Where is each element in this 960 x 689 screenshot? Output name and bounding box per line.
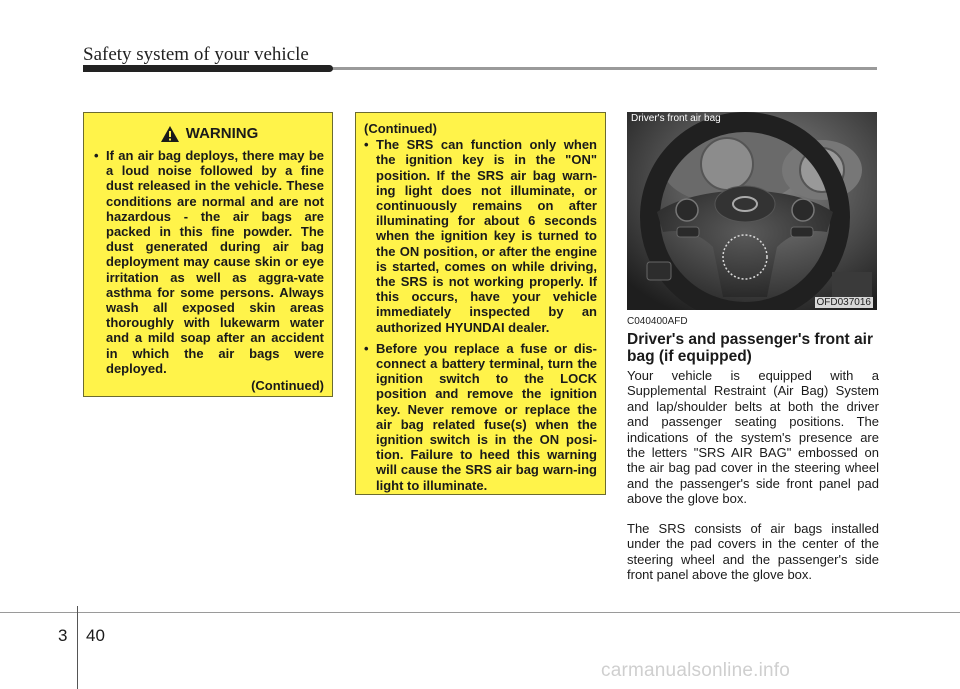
page-header-title: Safety system of your vehicle [83,44,309,65]
section-title: Driver's and passenger's front air bag (if equipped) [627,331,873,365]
footer-rule [0,612,960,613]
warning-item: • If an air bag deploys, there may be a loud noise followed by a fine dust released in the vehicle. These conditions are normal and are not hazardous - the air bags are packed in this fine powder. The dust generated during air bag deployment may cause skin or eye irritation as well as aggra-vate asthma for some persons. Always wash all exposed skin areas thoroughly with lukewarm water and a mild soap after an accident in which the air bags were deployed. [94,148,324,376]
steering-wheel-photo [627,112,877,310]
photo-label: Driver's front air bag [631,113,721,124]
steering-wheel-illustration [627,112,877,310]
continued-item: • Before you replace a fuse or dis-connect a battery terminal, turn the ignition switch to the LOCK position and remove the ignition key. Never remove or replace the air bag related fuse(s) when the ignition switch is in the ON posi-tion. Failure to heed this warning will cause the SRS air bag warn-ing light to illuminate. [364,341,597,493]
continued-item: • The SRS can function only when the ignition key is in the "ON" position. If the SRS air bag warn-ing light does not illuminate, or continuously remains on after illuminating for about 6 seconds when the ignition key is turned to the ON position, or after the engine is started, comes on while driving, the SRS is not working properly. If this occurs, have your vehicle immediately inspected by an authorized HYUNDAI dealer. [364,137,597,335]
warning-heading-text: WARNING [185,125,259,143]
footer-divider [77,606,78,689]
section-number: 3 [58,626,68,645]
continued-box [355,112,606,495]
page-number: 40 [86,626,105,645]
warning-heading [94,125,324,143]
section-paragraph: Your vehicle is equipped with a Supplemental Restraint (Air Bag) System and lap/shoulder belts at both the driver and passenger seating positions. The indications of the system's presence are the letters "SRS AIR BAG" embossed on the air bag pad cover in the steering wheel and the passenger's side front panel pad above the glove box. [627,368,879,507]
section-paragraph: The SRS consists of air bags installed under the pad covers in the center of the steering wheel and the passenger's side front panel above the glove box. [627,521,879,583]
continued-label: (Continued) [364,121,437,136]
watermark: carmanualsonline.info [601,660,791,681]
warning-triangle-icon [160,125,180,143]
continued-list [364,137,597,493]
section-code: C040400AFD [627,316,688,327]
warning-box [83,112,333,397]
warning-list [94,148,324,376]
header-rule-accent [83,65,333,72]
photo-code: OFD037016 [816,297,871,308]
warning-continued: (Continued) [251,378,324,394]
